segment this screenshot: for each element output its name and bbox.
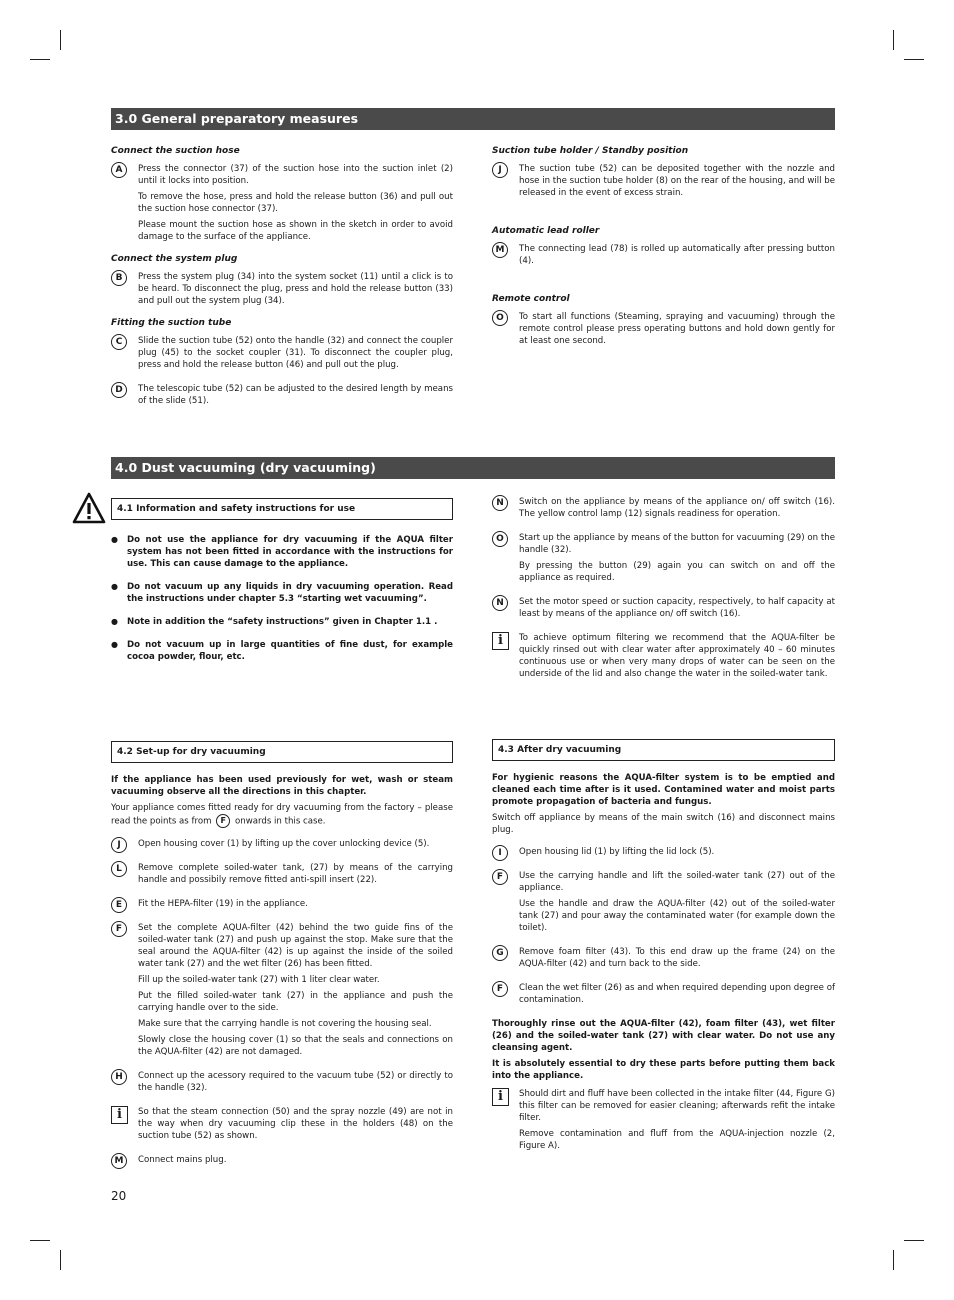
- subsection-4-2-body: [111, 774, 453, 1178]
- step-badge: H: [111, 1069, 127, 1085]
- intro-text: Switch off appliance by means of the main switch (16) and disconnect mains plug.: [492, 813, 835, 835]
- step-badge: I: [492, 845, 508, 861]
- step-text: Put the filled soiled-water tank (27) in the appliance and push the carrying handle over to the side.: [138, 991, 453, 1013]
- step-text: Remove complete soiled-water tank, (27) by means of the carrying handle and possibily remove fitted anti-spill insert (22).: [138, 863, 453, 885]
- instruction-step: [492, 311, 835, 347]
- subheading: Remote control: [492, 294, 570, 304]
- info-note: [111, 1106, 453, 1142]
- step-text: Fill up the soiled-water tank (27) with 1 liter clear water.: [138, 975, 380, 985]
- step-text: To achieve optimum filtering we recommend that the AQUA-filter be quickly rinsed out with clear water after approximately 40 – 60 minutes continuous use or when very many drops of water can be seen on the underside of the lid and also change the water in the soiled-water tank.: [519, 633, 835, 679]
- intro-text: Your appliance comes fitted ready for dry vacuuming from the factory – please read the points as from F onwards in this case.: [111, 803, 453, 827]
- instruction-step: [492, 982, 835, 1006]
- instruction-step: [492, 496, 835, 520]
- step-text: Should dirt and fluff have been collected in the intake filter (44, Figure G) this filter can be removed for easier cleaning; afterwards refit the intake filter.: [519, 1089, 835, 1123]
- instruction-step: [492, 846, 835, 858]
- safety-bullets: [111, 534, 453, 674]
- step-text: Connect up the acessory required to the vacuum tube (52) or directly to the handle (32).: [138, 1071, 453, 1093]
- step-text: Please mount the suction hose as shown in the sketch in order to avoid damage to the surface of the appliance.: [138, 220, 453, 242]
- instruction-step: [111, 1070, 453, 1094]
- info-icon: i: [492, 1088, 509, 1106]
- step-text: Press the connector (37) of the suction hose into the suction inlet (2) until it locks into position.: [138, 164, 453, 186]
- subsection-4-1-title: 4.1 Information and safety instructions for use: [111, 498, 453, 520]
- step-badge: J: [492, 162, 508, 178]
- step-text: To start all functions (Steaming, spraying and vacuuming) through the remote control please press operating buttons and hold down gently for at least one second.: [519, 312, 835, 346]
- instruction-step: [492, 596, 835, 620]
- info-icon: i: [111, 1106, 128, 1124]
- step-text: The telescopic tube (52) can be adjusted to the desired length by means of the slide (51).: [138, 384, 453, 406]
- step-text: Open housing cover (1) by lifting up the cover unlocking device (5).: [138, 839, 430, 849]
- section-3-left-column: [111, 145, 453, 415]
- subsection-4-2-title: 4.2 Set-up for dry vacuuming: [111, 741, 453, 763]
- page-number: 20: [111, 1189, 127, 1203]
- crop-mark: [30, 59, 50, 60]
- crop-mark: [904, 59, 924, 60]
- instruction-step: [111, 922, 453, 1058]
- step-badge: E: [111, 897, 127, 913]
- instruction-step: [111, 271, 453, 307]
- safety-bullet: ● Do not use the appliance for dry vacuuming if the AQUA filter system has not been fitted in accordance with the instructions for use. This can cause damage to the appliance.: [111, 534, 453, 570]
- subsection-4-3-title: 4.3 After dry vacuuming: [492, 739, 835, 761]
- instruction-step: [111, 1154, 453, 1166]
- crop-mark: [30, 1240, 50, 1241]
- rinse-instruction: Thoroughly rinse out the AQUA-filter (42), foam filter (43), wet filter (26) and the soiled-water tank (27) with clear water. Do not use any cleansing agent.: [492, 1019, 835, 1053]
- step-badge: F: [216, 814, 230, 828]
- step-badge: F: [492, 869, 508, 885]
- step-text: Open housing lid (1) by lifting the lid lock (5).: [519, 847, 715, 857]
- step-text: Switch on the appliance by means of the appliance on/ off switch (16). The yellow control lamp (12) signals readiness for operation.: [519, 497, 835, 519]
- section-4-right-steps: [492, 496, 835, 692]
- instruction-step: [111, 898, 453, 910]
- subheading: Suction tube holder / Standby position: [492, 146, 689, 156]
- step-badge: O: [492, 531, 508, 547]
- instruction-step: [492, 243, 835, 267]
- step-text: The connecting lead (78) is rolled up automatically after pressing button (4).: [519, 244, 835, 266]
- info-note: [492, 632, 835, 680]
- step-badge: J: [111, 837, 127, 853]
- step-text: Use the carrying handle and lift the soiled-water tank (27) out of the appliance.: [519, 871, 835, 893]
- step-text: Press the system plug (34) into the system socket (11) until a click is to be heard. To disconnect the plug, press and hold the release button (33) and pull out the system plug (34).: [138, 272, 453, 306]
- step-text: Fit the HEPA-filter (19) in the appliance.: [138, 899, 308, 909]
- step-badge: D: [111, 382, 127, 398]
- subheading: Fitting the suction tube: [111, 318, 232, 328]
- step-text: By pressing the button (29) again you can switch on and off the appliance as required.: [519, 561, 835, 583]
- step-badge: F: [492, 981, 508, 997]
- step-badge: M: [492, 242, 508, 258]
- subheading: Automatic lead roller: [492, 226, 600, 236]
- intro-bold-text: For hygienic reasons the AQUA-filter system is to be emptied and cleaned each time after is it used. Contamined water and moist parts promote propagation of bacteria and fungus.: [492, 773, 835, 807]
- step-text: Start up the appliance by means of the button for vacuuming (29) on the handle (32).: [519, 533, 835, 555]
- step-text: Use the handle and draw the AQUA-filter (42) out of the soiled-water tank (27) and pour away the contaminated water (for example down the toilet).: [519, 899, 835, 933]
- step-text: Set the motor speed or suction capacity, respectively, to half capacity at least by means of the appliance on/ off switch (16).: [519, 597, 835, 619]
- step-text: Make sure that the carrying handle is not covering the housing seal.: [138, 1019, 432, 1029]
- step-badge: M: [111, 1153, 127, 1169]
- info-icon: i: [492, 632, 509, 650]
- instruction-step: [111, 383, 453, 407]
- section-4-title: 4.0 Dust vacuuming (dry vacuuming): [111, 457, 835, 479]
- step-text: Clean the wet filter (26) as and when required depending upon degree of contamination.: [519, 983, 835, 1005]
- dry-instruction: It is absolutely essential to dry these parts before putting them back into the appliance.: [492, 1059, 835, 1081]
- section-3-title: 3.0 General preparatory measures: [111, 108, 835, 130]
- step-badge: G: [492, 945, 508, 961]
- crop-mark: [60, 30, 61, 50]
- crop-mark: [893, 30, 894, 50]
- subheading: Connect the suction hose: [111, 146, 240, 156]
- intro-bold-text: If the appliance has been used previously for wet, wash or steam vacuuming observe all the directions in this chapter.: [111, 775, 453, 797]
- safety-bullet: ● Do not vacuum up in large quantities of fine dust, for example cocoa powder, flour, etc.: [111, 639, 453, 663]
- step-text: So that the steam connection (50) and the spray nozzle (49) are not in the way when dry vacuuming clip these in the holders (48) on the suction tube (52) as shown.: [138, 1107, 453, 1141]
- step-badge: C: [111, 334, 127, 350]
- step-text: Set the complete AQUA-filter (42) behind the two guide fins of the soiled-water tank (27) and push up against the stop. Make sure that the seal around the AQUA-filter (42) is up against the inside of the soiled water tank (27) and the wet filter (26) has been fitted.: [138, 923, 453, 969]
- subheading: Connect the system plug: [111, 254, 238, 264]
- info-note: [492, 1088, 835, 1152]
- step-text: Remove contamination and fluff from the AQUA-injection nozzle (2, Figure A).: [519, 1129, 835, 1151]
- step-badge: N: [492, 595, 508, 611]
- instruction-step: [492, 532, 835, 584]
- step-badge: A: [111, 162, 127, 178]
- crop-mark: [904, 1240, 924, 1241]
- step-badge: O: [492, 310, 508, 326]
- crop-mark: [60, 1250, 61, 1270]
- safety-bullet: ● Note in addition the “safety instructions” given in Chapter 1.1 .: [111, 616, 453, 628]
- crop-mark: [893, 1250, 894, 1270]
- instruction-step: [111, 335, 453, 371]
- step-badge: B: [111, 270, 127, 286]
- instruction-step: [111, 838, 453, 850]
- warning-icon: [72, 492, 106, 524]
- subsection-4-3-body: [492, 772, 835, 1160]
- step-badge: N: [492, 495, 508, 511]
- step-text: To remove the hose, press and hold the release button (36) and pull out the suction hose connector (37).: [138, 192, 453, 214]
- safety-bullet: ● Do not vacuum up any liquids in dry vacuuming operation. Read the instructions under chapter 5.3 “starting wet vacuuming”.: [111, 581, 453, 605]
- step-text: Remove foam filter (43). To this end draw up the frame (24) on the AQUA-filter (42) and turn back to the side.: [519, 947, 835, 969]
- step-text: Slowly close the housing cover (1) so that the seals and connections on the AQUA-filter (42) are not damaged.: [138, 1035, 453, 1057]
- step-badge: L: [111, 861, 127, 877]
- step-text: Slide the suction tube (52) onto the handle (32) and connect the coupler plug (45) to the socket coupler (31). To disconnect the coupler plug, press and hold the release button (46) and pull out the plug.: [138, 336, 453, 370]
- section-3-right-column: [492, 145, 835, 355]
- step-badge: F: [111, 921, 127, 937]
- step-text: The suction tube (52) can be deposited together with the nozzle and hose in the suction tube holder (8) on the rear of the housing, and will be released in the event of excess strain.: [519, 164, 835, 198]
- instruction-step: [492, 163, 835, 199]
- instruction-step: [111, 862, 453, 886]
- step-text: Connect mains plug.: [138, 1155, 227, 1165]
- instruction-step: [492, 870, 835, 934]
- instruction-step: [492, 946, 835, 970]
- instruction-step: [111, 163, 453, 243]
